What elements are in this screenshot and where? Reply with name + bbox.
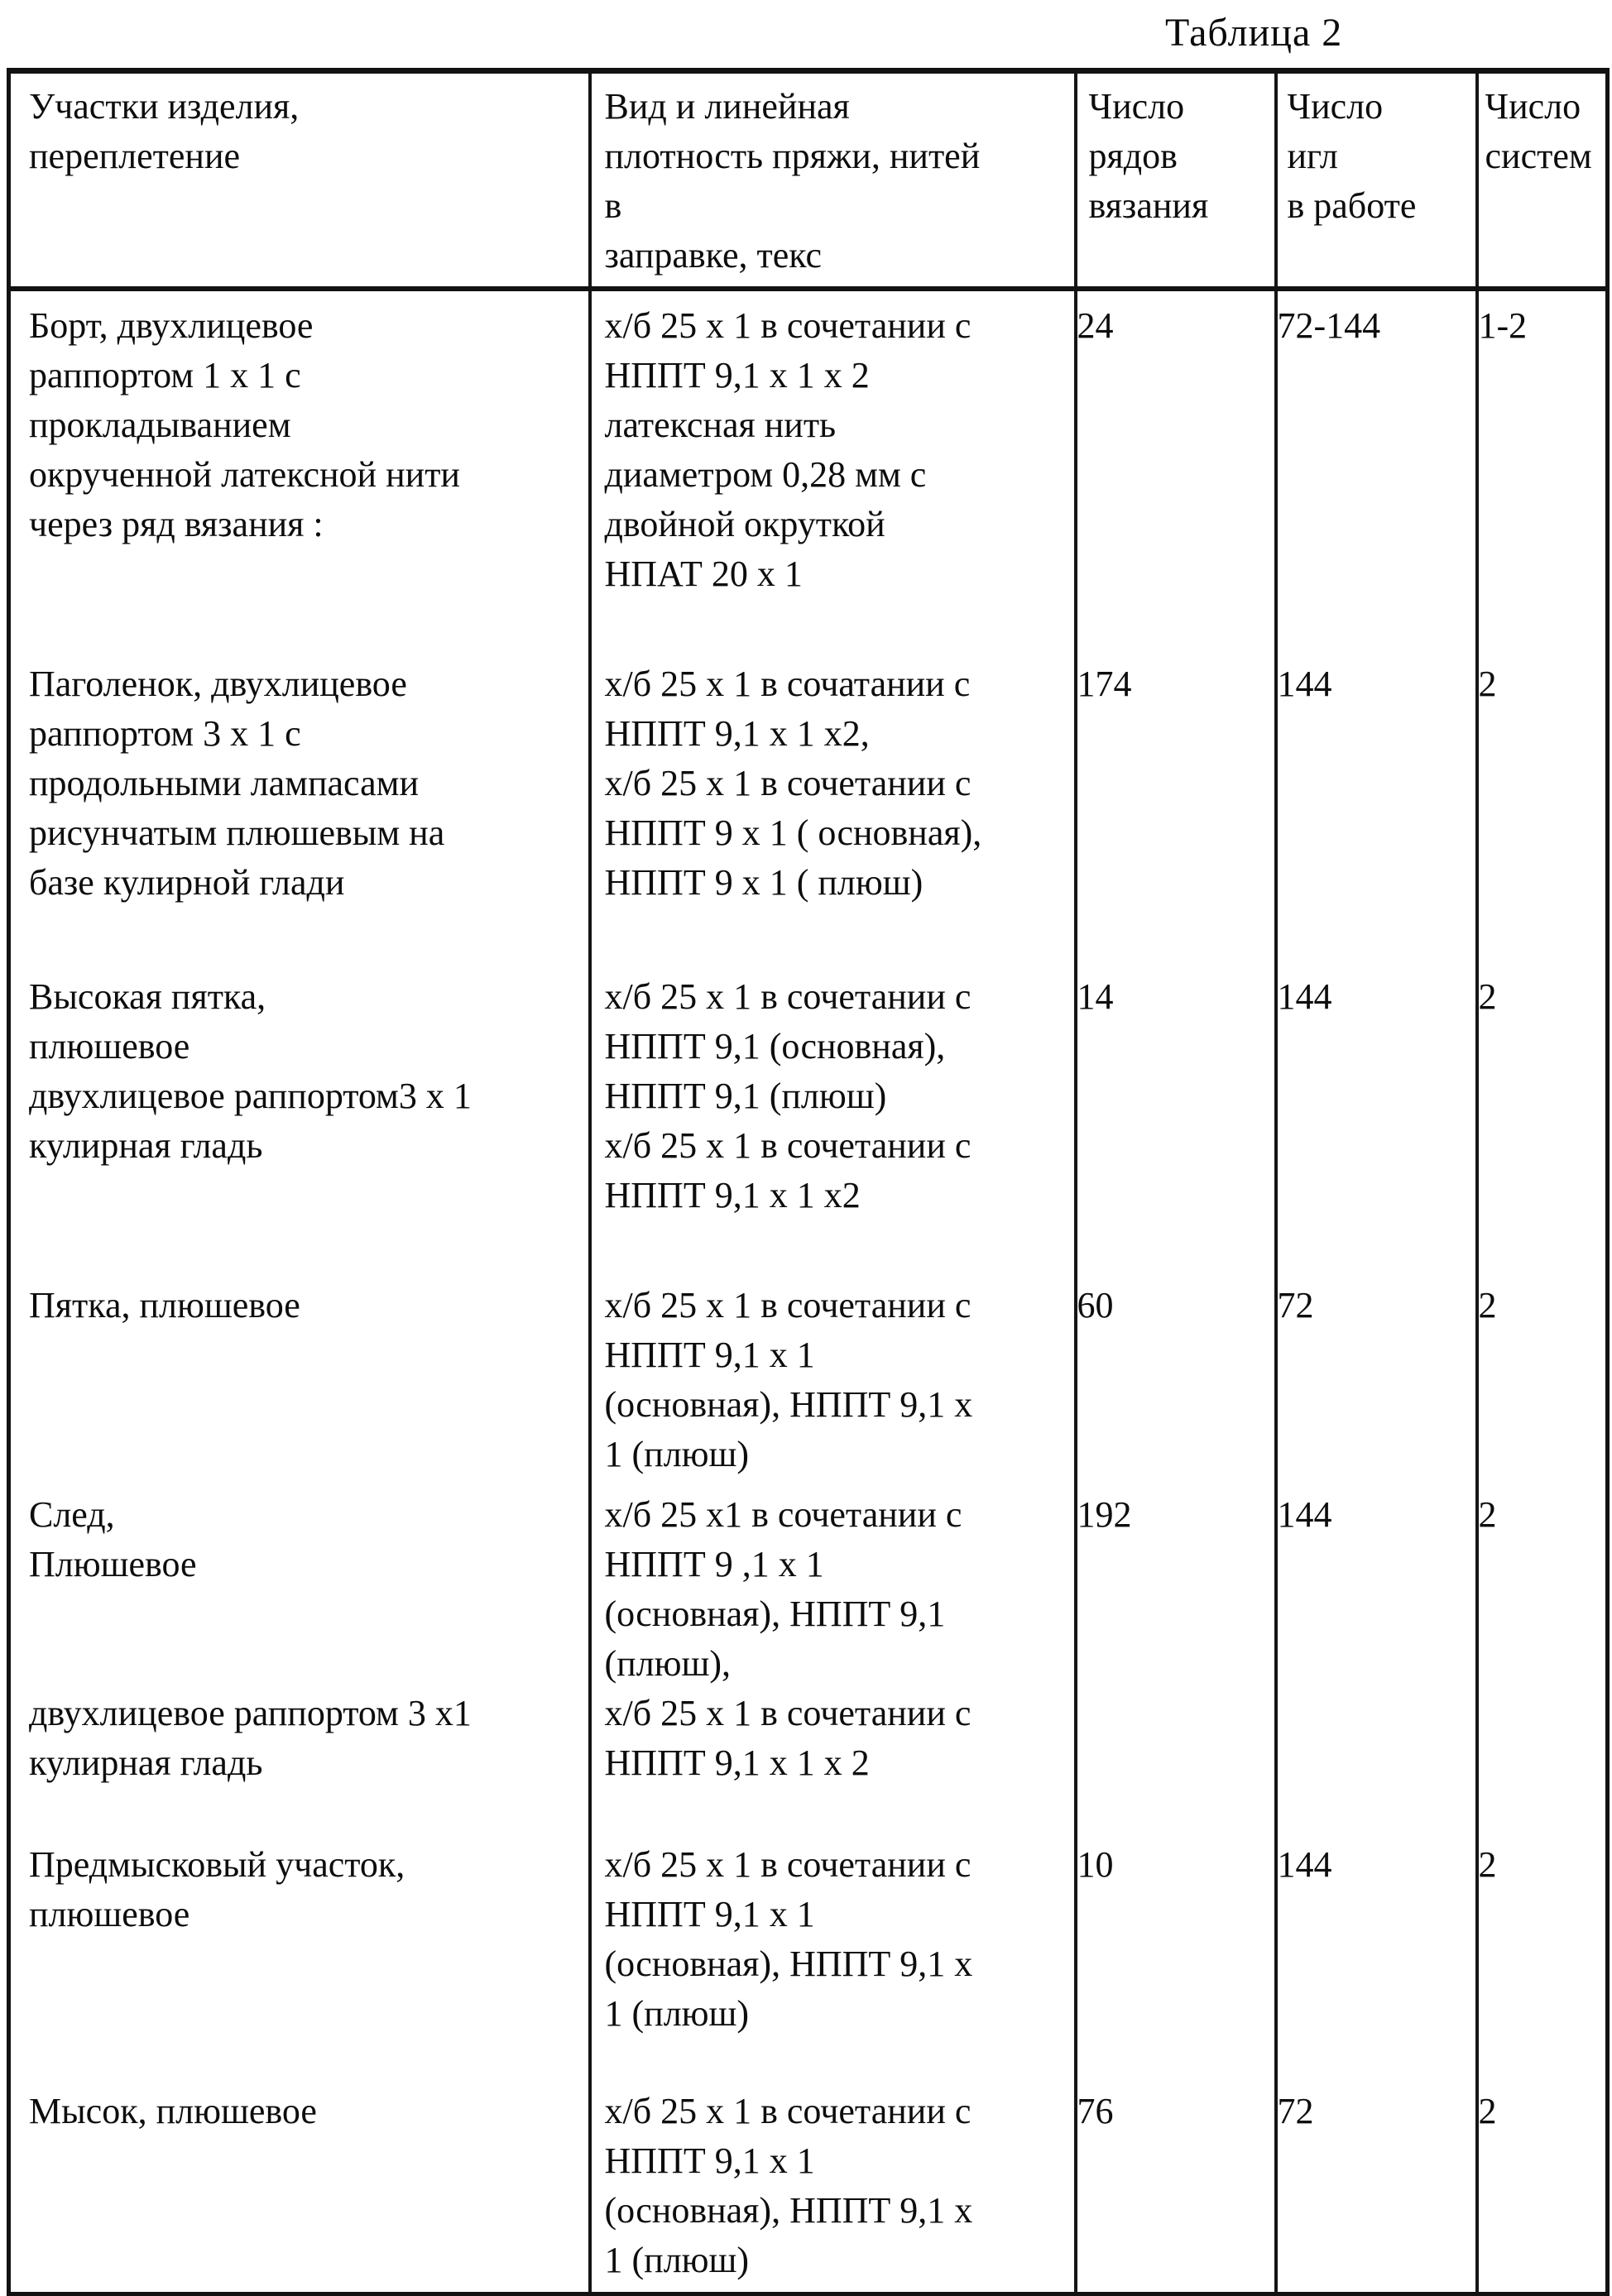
cell-knit-rows: 60: [1076, 1271, 1276, 1480]
cell-section: Борт, двухлицевое раппортом 1 х 1 с прокладыванием окрученной латексной нити через ряд вязания :: [29, 305, 460, 544]
cell-needles: 72: [1276, 2077, 1477, 2294]
cell-knit-rows: 24: [1076, 289, 1276, 649]
col-header-knit-rows: Число рядов вязания: [1076, 71, 1276, 290]
cell-needles: 72: [1276, 1271, 1477, 1480]
cell-needles: 72-144: [1276, 289, 1477, 649]
table-caption: Таблица 2: [1165, 11, 1343, 55]
cell-section: Высокая пятка, плюшевое двухлицевое раппортом3 х 1 кулирная гладь: [29, 976, 472, 1166]
cell-needles: 144: [1276, 962, 1477, 1271]
cell-section: Паголенок, двухлицевое раппортом 3 х 1 с продольными лампасами рисунчатым плюшевым на базе кулирной глади: [29, 664, 445, 903]
cell-systems: 2: [1477, 2077, 1608, 2294]
cell-yarn: х/б 25 х 1 в сочетании с НППТ 9,1 (основная), НППТ 9,1 (плюш) х/б 25 х 1 в сочетании с НППТ 9,1 х 1 х2: [590, 962, 1076, 1271]
cell-yarn: х/б 25 х 1 в сочетании с НППТ 9,1 х 1 (основная), НППТ 9,1 х 1 (плюш): [590, 1271, 1076, 1480]
cell-section: Пятка, плюшевое: [29, 1285, 300, 1325]
table-body: [9, 289, 1608, 2294]
cell-systems: 2: [1477, 962, 1608, 1271]
col-header-yarn: Вид и линейная плотность пряжи, нитей в заправке, текс: [590, 71, 1076, 290]
col-header-needles: Число игл в работе: [1276, 71, 1477, 290]
col-header-section: Участки изделия, переплетение: [9, 71, 590, 290]
col-header-systems: Число систем: [1477, 71, 1608, 290]
cell-yarn: х/б 25 х 1 в сочетании с НППТ 9,1 х 1 х 2 латексная нить диаметром 0,28 мм с двойной окруткой НПАТ 20 х 1: [590, 289, 1076, 649]
cell-knit-rows: 174: [1076, 649, 1276, 962]
table-header: [9, 71, 1608, 290]
cell-knit-rows: 14: [1076, 962, 1276, 1271]
cell-knit-rows: 192: [1076, 1480, 1276, 1830]
table-row: [9, 962, 1608, 1271]
cell-section: Предмысковый участок, плюшевое: [29, 1844, 405, 1934]
cell-yarn: х/б 25 х 1 в сочатании с НППТ 9,1 х 1 х2, х/б 25 х 1 в сочетании с НППТ 9 х 1 ( основная), НППТ 9 х 1 ( плюш): [590, 649, 1076, 962]
data-table: [7, 68, 1610, 2296]
cell-knit-rows: 10: [1076, 1830, 1276, 2077]
header-row: [9, 71, 1608, 290]
cell-knit-rows: 76: [1076, 2077, 1276, 2294]
table-row: [9, 1480, 1608, 1830]
cell-yarn: х/б 25 х 1 в сочетании с НППТ 9,1 х 1 (основная), НППТ 9,1 х 1 (плюш): [590, 1830, 1076, 2077]
cell-section: Мысок, плюшевое: [29, 2091, 317, 2131]
cell-systems: 1-2: [1477, 289, 1608, 649]
cell-yarn: х/б 25 х 1 в сочетании с НППТ 9,1 х 1 (основная), НППТ 9,1 х 1 (плюш): [590, 2077, 1076, 2294]
cell-systems: 2: [1477, 1480, 1608, 1830]
cell-needles: 144: [1276, 1480, 1477, 1830]
cell-needles: 144: [1276, 1830, 1477, 2077]
table-row: [9, 289, 1608, 649]
cell-systems: 2: [1477, 1271, 1608, 1480]
cell-systems: 2: [1477, 649, 1608, 962]
cell-systems: 2: [1477, 1830, 1608, 2077]
table-row: [9, 1830, 1608, 2077]
table-row: [9, 2077, 1608, 2294]
table-row: [9, 649, 1608, 962]
cell-section: След, Плюшевое двухлицевое раппортом 3 х1 кулирная гладь: [29, 1494, 472, 1783]
table-row: [9, 1271, 1608, 1480]
cell-needles: 144: [1276, 649, 1477, 962]
cell-yarn: х/б 25 х1 в сочетании с НППТ 9 ,1 х 1 (основная), НППТ 9,1 (плюш), х/б 25 х 1 в сочетании с НППТ 9,1 х 1 х 2: [590, 1480, 1076, 1830]
